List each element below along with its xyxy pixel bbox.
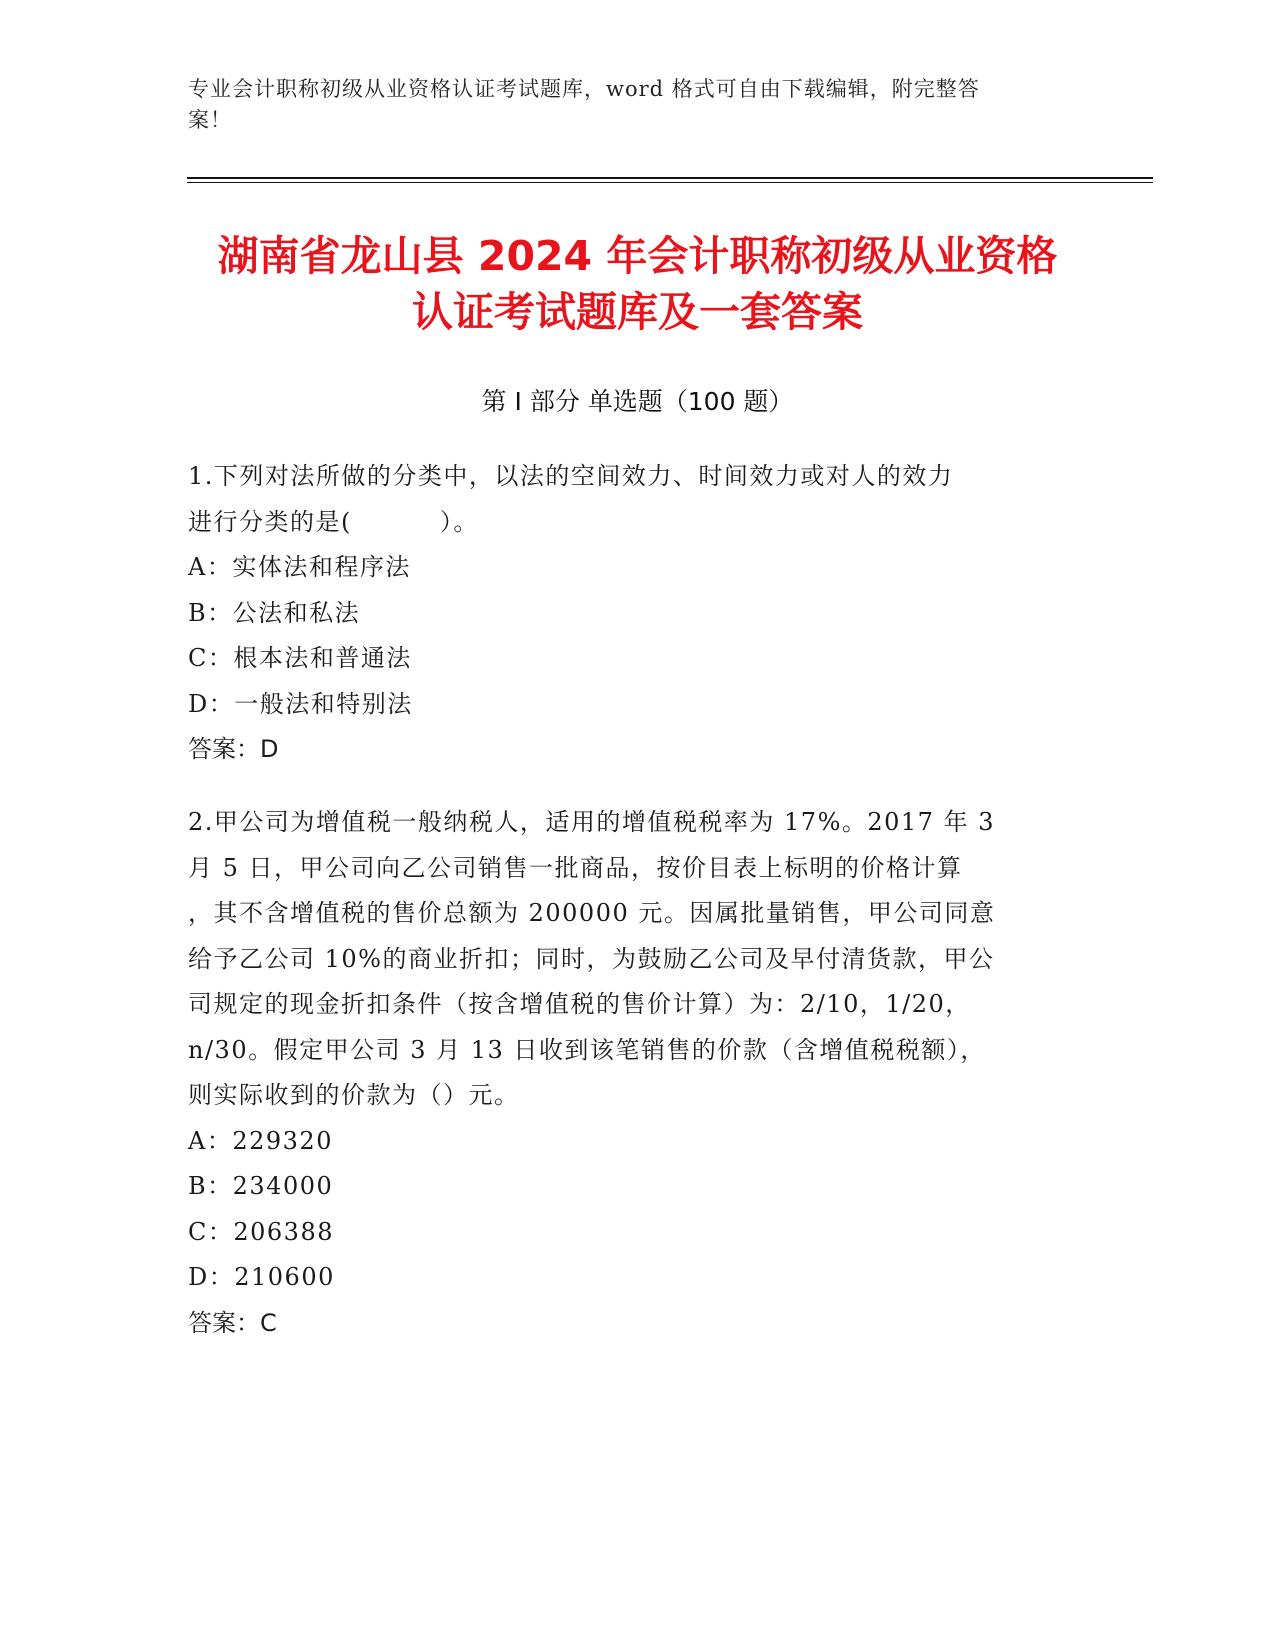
header-divider-thin — [187, 182, 1153, 183]
option-text: 206388 — [233, 1217, 334, 1246]
option-b — [188, 591, 1088, 637]
option-b — [188, 1164, 1088, 1210]
option-a — [188, 545, 1088, 591]
answer-label: 答案：C — [188, 1308, 277, 1337]
question-stem-line: ，其不含增值税的售价总额为 200000 元。因属批量销售，甲公司同意 — [188, 899, 996, 927]
question-stem-line: 1.下列对法所做的分类中，以法的空间效力、时间效力或对人的效力 — [188, 462, 954, 490]
header-note-line: 案！ — [188, 108, 232, 132]
option-a — [188, 1119, 1088, 1165]
question-stem-line: 司规定的现金折扣条件（按含增值税的售价计算）为：2/10，1/20， — [188, 990, 971, 1018]
question-1 — [188, 454, 1088, 773]
option-letter: D： — [188, 689, 235, 718]
answer-label: 答案：D — [188, 735, 279, 763]
stem-text: 进行分类的是( — [188, 507, 352, 536]
question-stem-line: 则实际收到的价款为（）元。 — [188, 1081, 520, 1109]
option-letter: C： — [188, 644, 234, 672]
option-letter: B： — [188, 598, 233, 627]
document-title — [160, 228, 1115, 340]
option-text: 234000 — [232, 1172, 334, 1200]
question-stem-line — [188, 500, 1088, 546]
section-title: 第 I 部分 单选题（100 题） — [481, 387, 794, 416]
option-text: 一般法和特别法 — [234, 689, 413, 718]
option-letter: B： — [188, 1172, 233, 1200]
option-c — [188, 636, 1088, 682]
option-letter: A： — [188, 553, 233, 581]
option-d — [188, 682, 1088, 728]
option-text: 实体法和程序法 — [232, 553, 411, 581]
title-line: 认证考试题库及一套答案 — [412, 288, 863, 336]
title-line: 湖南省龙山县 2024 年会计职称初级从业资格 — [217, 232, 1058, 280]
question-2 — [188, 800, 1088, 1346]
option-letter: A： — [188, 1126, 233, 1155]
header-divider — [187, 177, 1153, 179]
question-stem-line: 2.甲公司为增值税一般纳税人，适用的增值税税率为 17%。2017 年 3 — [188, 808, 995, 836]
option-d — [188, 1255, 1088, 1301]
question-stem-line: 给予乙公司 10%的商业折扣；同时，为鼓励乙公司及早付清货款，甲公 — [188, 944, 995, 973]
stem-text: ）。 — [439, 507, 479, 536]
question-stem-line: 月 5 日，甲公司向乙公司销售一批商品，按价目表上标明的价格计算 — [188, 853, 963, 882]
option-text: 210600 — [234, 1263, 335, 1291]
question-stem-line: n/30。假定甲公司 3 月 13 日收到该笔销售的价款（含增值税税额）， — [188, 1035, 986, 1064]
option-text: 根本法和普通法 — [233, 644, 412, 672]
header-note-line: 专业会计职称初级从业资格认证考试题库，word 格式可自由下载编辑，附完整答 — [188, 77, 980, 101]
option-c — [188, 1210, 1088, 1256]
option-text: 229320 — [232, 1126, 333, 1155]
option-letter: C： — [188, 1217, 234, 1246]
option-text: 公法和私法 — [232, 598, 361, 627]
option-letter: D： — [188, 1263, 235, 1291]
header-note — [188, 74, 1068, 136]
